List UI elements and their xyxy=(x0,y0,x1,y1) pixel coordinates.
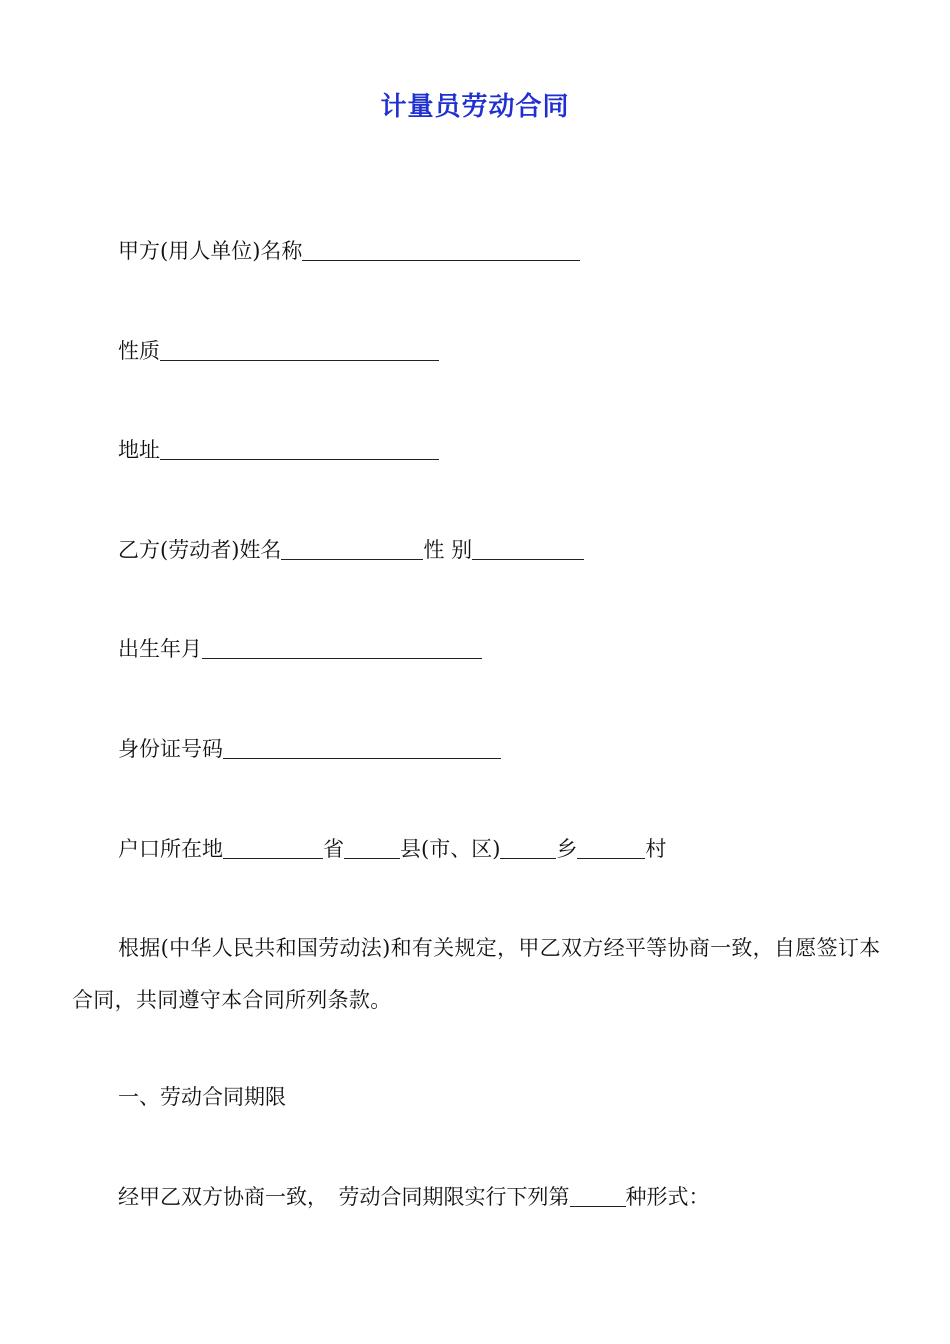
birth-blank[interactable] xyxy=(202,636,482,659)
id-number-blank[interactable] xyxy=(223,736,501,759)
party-b-name-label: 乙方(劳动者)姓名 xyxy=(118,538,282,562)
birth-line xyxy=(118,634,482,664)
id-number-label: 身份证号码 xyxy=(118,737,223,761)
township-blank[interactable] xyxy=(500,836,556,859)
county-label: 县(市、区) xyxy=(400,837,501,861)
county-blank[interactable] xyxy=(344,836,400,859)
term-sentence-post: 种形式： xyxy=(625,1185,710,1209)
party-b-line xyxy=(118,535,584,565)
intro-paragraph: 根据(中华人民共和国劳动法)和有关规定，甲乙双方经平等协商一致，自愿签订本合同，共同遵守本合同所列条款。 xyxy=(72,936,881,1012)
gender-blank[interactable] xyxy=(472,537,584,560)
address-blank[interactable] xyxy=(160,437,439,460)
village-blank[interactable] xyxy=(577,836,645,859)
party-a-name-label: 甲方(用人单位)名称 xyxy=(118,239,303,263)
province-blank[interactable] xyxy=(223,836,323,859)
village-label: 村 xyxy=(645,837,667,861)
gender-label: 性 别 xyxy=(423,538,473,562)
document-title: 计量员劳动合同 xyxy=(380,92,570,122)
address-label: 地址 xyxy=(118,438,160,462)
section-one-heading: 一、劳动合同期限 xyxy=(118,1085,286,1109)
party-b-name-blank[interactable] xyxy=(281,537,423,560)
term-form-blank[interactable] xyxy=(570,1184,626,1207)
nature-label: 性质 xyxy=(118,339,160,363)
address-line xyxy=(118,435,439,465)
term-sentence xyxy=(118,1182,710,1212)
township-label: 乡 xyxy=(556,837,578,861)
hukou-label: 户口所在地 xyxy=(118,837,223,861)
term-sentence-pre: 经甲乙双方协商一致， 劳动合同期限实行下列第 xyxy=(118,1185,570,1209)
party-a-name-line xyxy=(118,236,580,266)
party-a-name-blank[interactable] xyxy=(302,238,580,261)
nature-blank[interactable] xyxy=(160,338,439,361)
id-number-line xyxy=(118,734,501,764)
hukou-line xyxy=(118,834,666,864)
birth-label: 出生年月 xyxy=(118,637,202,661)
province-label: 省 xyxy=(323,837,344,861)
nature-line xyxy=(118,336,439,366)
